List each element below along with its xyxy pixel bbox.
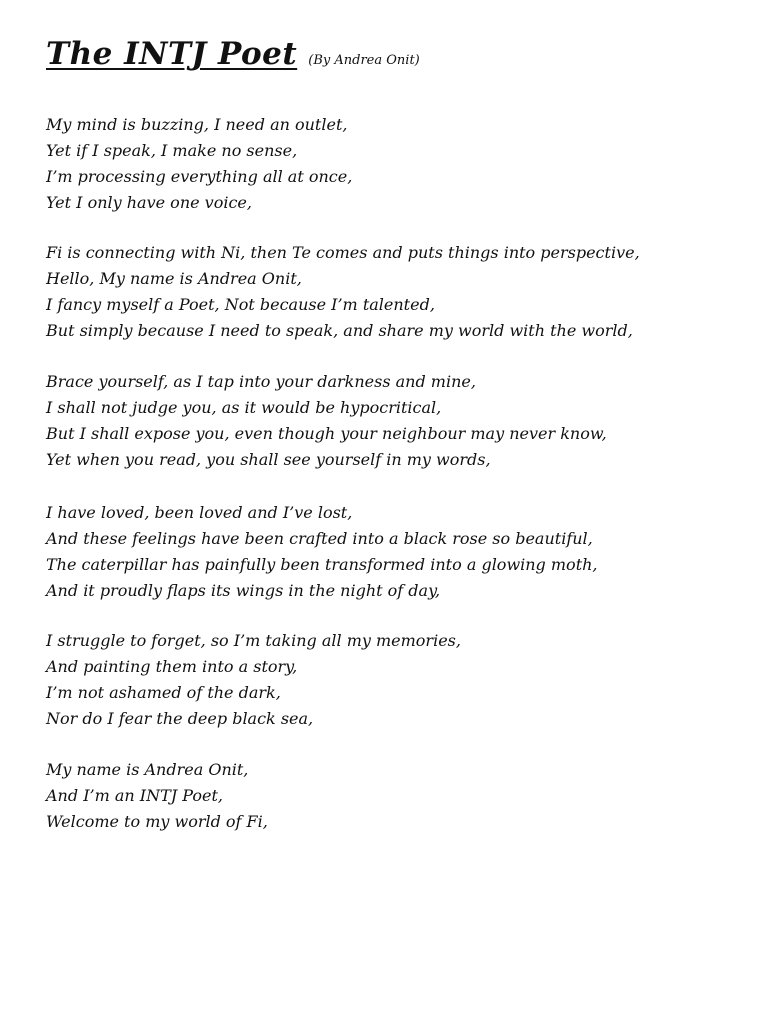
poem-line: I struggle to forget, so I’m taking all my memories,	[46, 631, 461, 650]
stanza-5	[46, 628, 746, 732]
poem-line: I’m processing everything all at once,	[46, 167, 353, 186]
poem-line: Yet when you read, you shall see yourself in my words,	[46, 450, 491, 469]
poem-line: My mind is buzzing, I need an outlet,	[46, 115, 348, 134]
poem-line: And it proudly flaps its wings in the night of day,	[46, 581, 441, 600]
poem-line: I’m not ashamed of the dark,	[46, 683, 281, 702]
poem-line: I shall not judge you, as it would be hypocritical,	[46, 398, 442, 417]
stanza-4	[46, 500, 746, 604]
poem-line: Brace yourself, as I tap into your darkness and mine,	[46, 372, 476, 391]
poem-line: And I’m an INTJ Poet,	[46, 786, 224, 805]
poem-line: Yet if I speak, I make no sense,	[46, 141, 298, 160]
poem-line: The caterpillar has painfully been transformed into a glowing moth,	[46, 555, 598, 574]
poem-line: Welcome to my world of Fi,	[46, 812, 268, 831]
poem-line: Nor do I fear the deep black sea,	[46, 709, 314, 728]
stanza-1	[46, 112, 746, 216]
poem-line: But simply because I need to speak, and share my world with the world,	[46, 321, 633, 340]
stanza-3	[46, 369, 746, 473]
poem-line: I have loved, been loved and I’ve lost,	[46, 503, 353, 522]
poem-line: And painting them into a story,	[46, 657, 298, 676]
title-line	[46, 36, 420, 72]
poem-line: I fancy myself a Poet, Not because I’m talented,	[46, 295, 435, 314]
poem-line: Yet I only have one voice,	[46, 193, 252, 212]
poem-byline: (By Andrea Onit)	[308, 53, 420, 68]
poem-line: And these feelings have been crafted into a black rose so beautiful,	[46, 529, 593, 548]
stanza-2	[46, 240, 746, 344]
poem-line: Hello, My name is Andrea Onit,	[46, 269, 302, 288]
poem-line: But I shall expose you, even though your neighbour may never know,	[46, 424, 607, 443]
poem-title: The INTJ Poet	[46, 36, 298, 72]
poem-line: Fi is connecting with Ni, then Te comes and puts things into perspective,	[46, 243, 640, 262]
stanza-6	[46, 757, 746, 835]
poem-line: My name is Andrea Onit,	[46, 760, 249, 779]
